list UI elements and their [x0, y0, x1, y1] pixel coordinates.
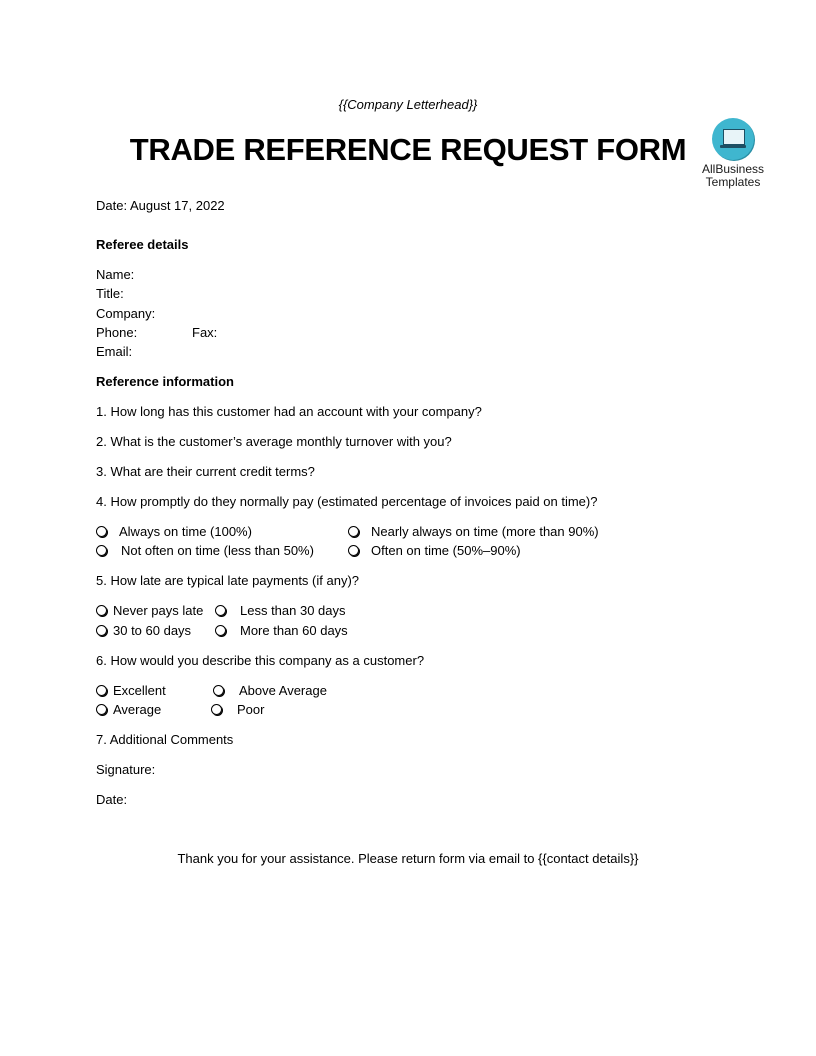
phone-label: Phone:	[96, 325, 138, 340]
radio-option[interactable]: 30 to 60 days	[96, 623, 191, 638]
date-line: Date: August 17, 2022	[96, 198, 225, 213]
referee-heading: Referee details	[96, 237, 189, 252]
footer-note: Thank you for your assistance. Please return form via email to {{contact details}}	[177, 851, 639, 866]
radio-option[interactable]: Excellent	[96, 683, 166, 698]
email-label: Email:	[96, 344, 133, 359]
company-letterhead: {{Company Letterhead}}	[338, 97, 478, 112]
question-4: 4. How promptly do they normally pay (estimated percentage of invoices paid on time)?	[96, 494, 598, 509]
radio-circle-icon[interactable]	[96, 685, 107, 696]
laptop-icon	[712, 118, 754, 160]
question-7: 7. Additional Comments	[96, 732, 234, 747]
page-title: TRADE REFERENCE REQUEST FORM	[129, 132, 687, 167]
radio-option[interactable]: Never pays late	[96, 603, 203, 618]
radio-circle-icon[interactable]	[348, 545, 359, 556]
radio-option[interactable]: Less than 30 days	[215, 603, 346, 618]
reference-heading: Reference information	[96, 374, 234, 389]
name-label: Name:	[96, 267, 135, 282]
signature-label: Signature:	[96, 762, 156, 777]
radio-option[interactable]: More than 60 days	[215, 623, 348, 638]
logo-line1: AllBusiness	[701, 162, 765, 176]
radio-circle-icon[interactable]	[96, 704, 107, 715]
radio-circle-icon[interactable]	[215, 625, 226, 636]
radio-circle-icon[interactable]	[215, 605, 226, 616]
question-3: 3. What are their current credit terms?	[96, 464, 315, 479]
radio-circle-icon[interactable]	[348, 526, 359, 537]
logo	[700, 118, 766, 189]
radio-option[interactable]: Poor	[211, 702, 264, 717]
radio-circle-icon[interactable]	[96, 545, 107, 556]
signature-date-label: Date:	[96, 792, 128, 807]
radio-circle-icon[interactable]	[96, 605, 107, 616]
radio-option[interactable]: Always on time (100%)	[96, 524, 252, 539]
company-label: Company:	[96, 306, 156, 321]
logo-line2: Templates	[705, 175, 761, 189]
radio-circle-icon[interactable]	[211, 704, 222, 715]
radio-option[interactable]: Nearly always on time (more than 90%)	[348, 524, 599, 539]
radio-option[interactable]: Average	[96, 702, 161, 717]
question-2: 2. What is the customer’s average monthly turnover with you?	[96, 434, 452, 449]
fax-label: Fax:	[192, 325, 218, 340]
title-label: Title:	[96, 286, 124, 301]
radio-circle-icon[interactable]	[96, 625, 107, 636]
question-5: 5. How late are typical late payments (if any)?	[96, 573, 360, 588]
radio-circle-icon[interactable]	[213, 685, 224, 696]
radio-option[interactable]: Above Average	[213, 683, 327, 698]
radio-option[interactable]: Often on time (50%–90%)	[348, 543, 521, 558]
question-6: 6. How would you describe this company as a customer?	[96, 653, 425, 668]
radio-option[interactable]: Not often on time (less than 50%)	[96, 543, 314, 558]
question-1: 1. How long has this customer had an account with your company?	[96, 404, 482, 419]
radio-circle-icon[interactable]	[96, 526, 107, 537]
